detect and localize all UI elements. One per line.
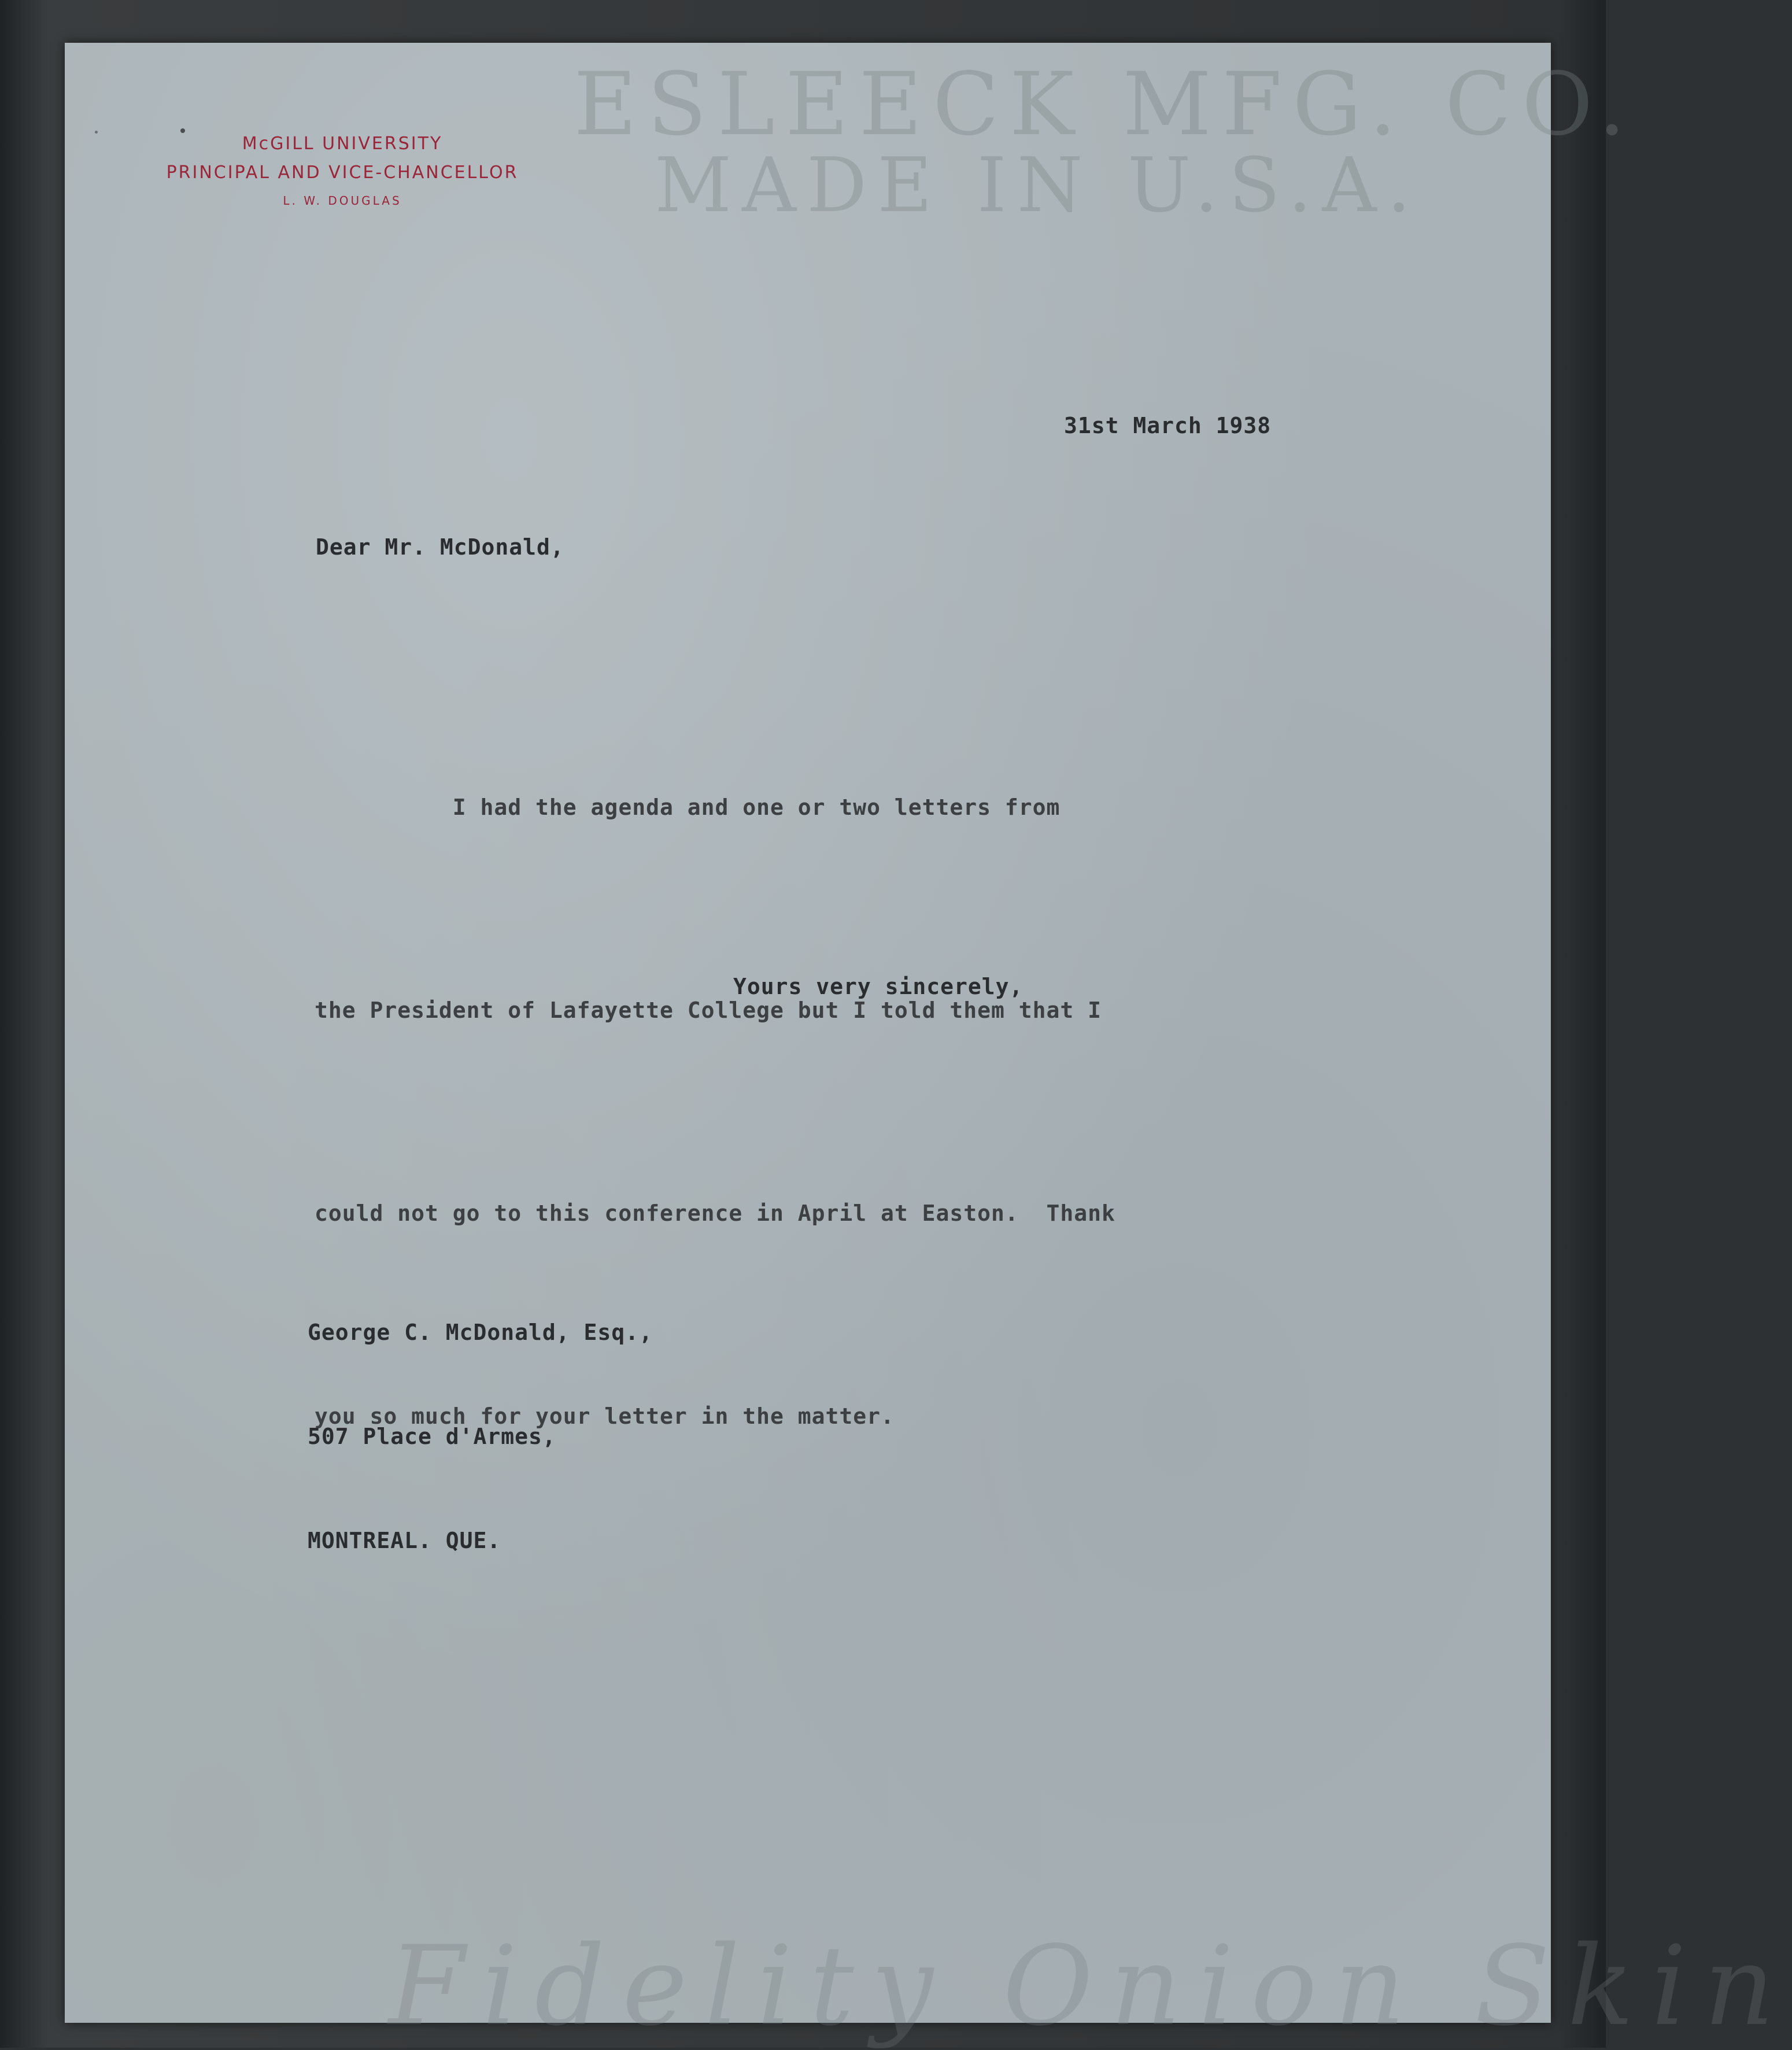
letter-body-line: you so much for your letter in the matter. (315, 1403, 895, 1429)
letter-closing: Yours very sincerely, (733, 974, 1024, 999)
paper-speck (95, 131, 98, 134)
letterhead (140, 130, 545, 214)
address-line: George C. McDonald, Esq., (308, 1320, 653, 1345)
letter-body-line: I had the agenda and one or two letters from (315, 795, 1061, 820)
letterhead-office: PRINCIPAL AND VICE-CHANCELLOR (166, 162, 519, 183)
paper-watermark-maker: ESLEECK MFG. CO. (574, 54, 1636, 155)
letter-body-line: the President of Lafayette College but I told them that I (315, 998, 1102, 1023)
letter-salutation: Dear Mr. McDonald, (316, 534, 564, 560)
letterhead-institution: McGILL UNIVERSITY (242, 134, 443, 154)
letterhead-name: L. W. DOUGLAS (283, 194, 402, 208)
address-line: MONTREAL. QUE. (308, 1528, 501, 1553)
letter-body-line: could not go to this conference in April at Easton. Thank (315, 1201, 1115, 1226)
address-line: 507 Place d'Armes, (308, 1424, 556, 1449)
letter-sheet (65, 43, 1792, 2050)
paper-watermark-origin: MADE IN U.S.A. (655, 141, 1421, 229)
letter-date: 31st March 1938 (1064, 413, 1272, 438)
recipient-address (308, 1246, 653, 1627)
paper-watermark-brand: Fidelity Onion Skin (389, 1922, 1792, 2050)
